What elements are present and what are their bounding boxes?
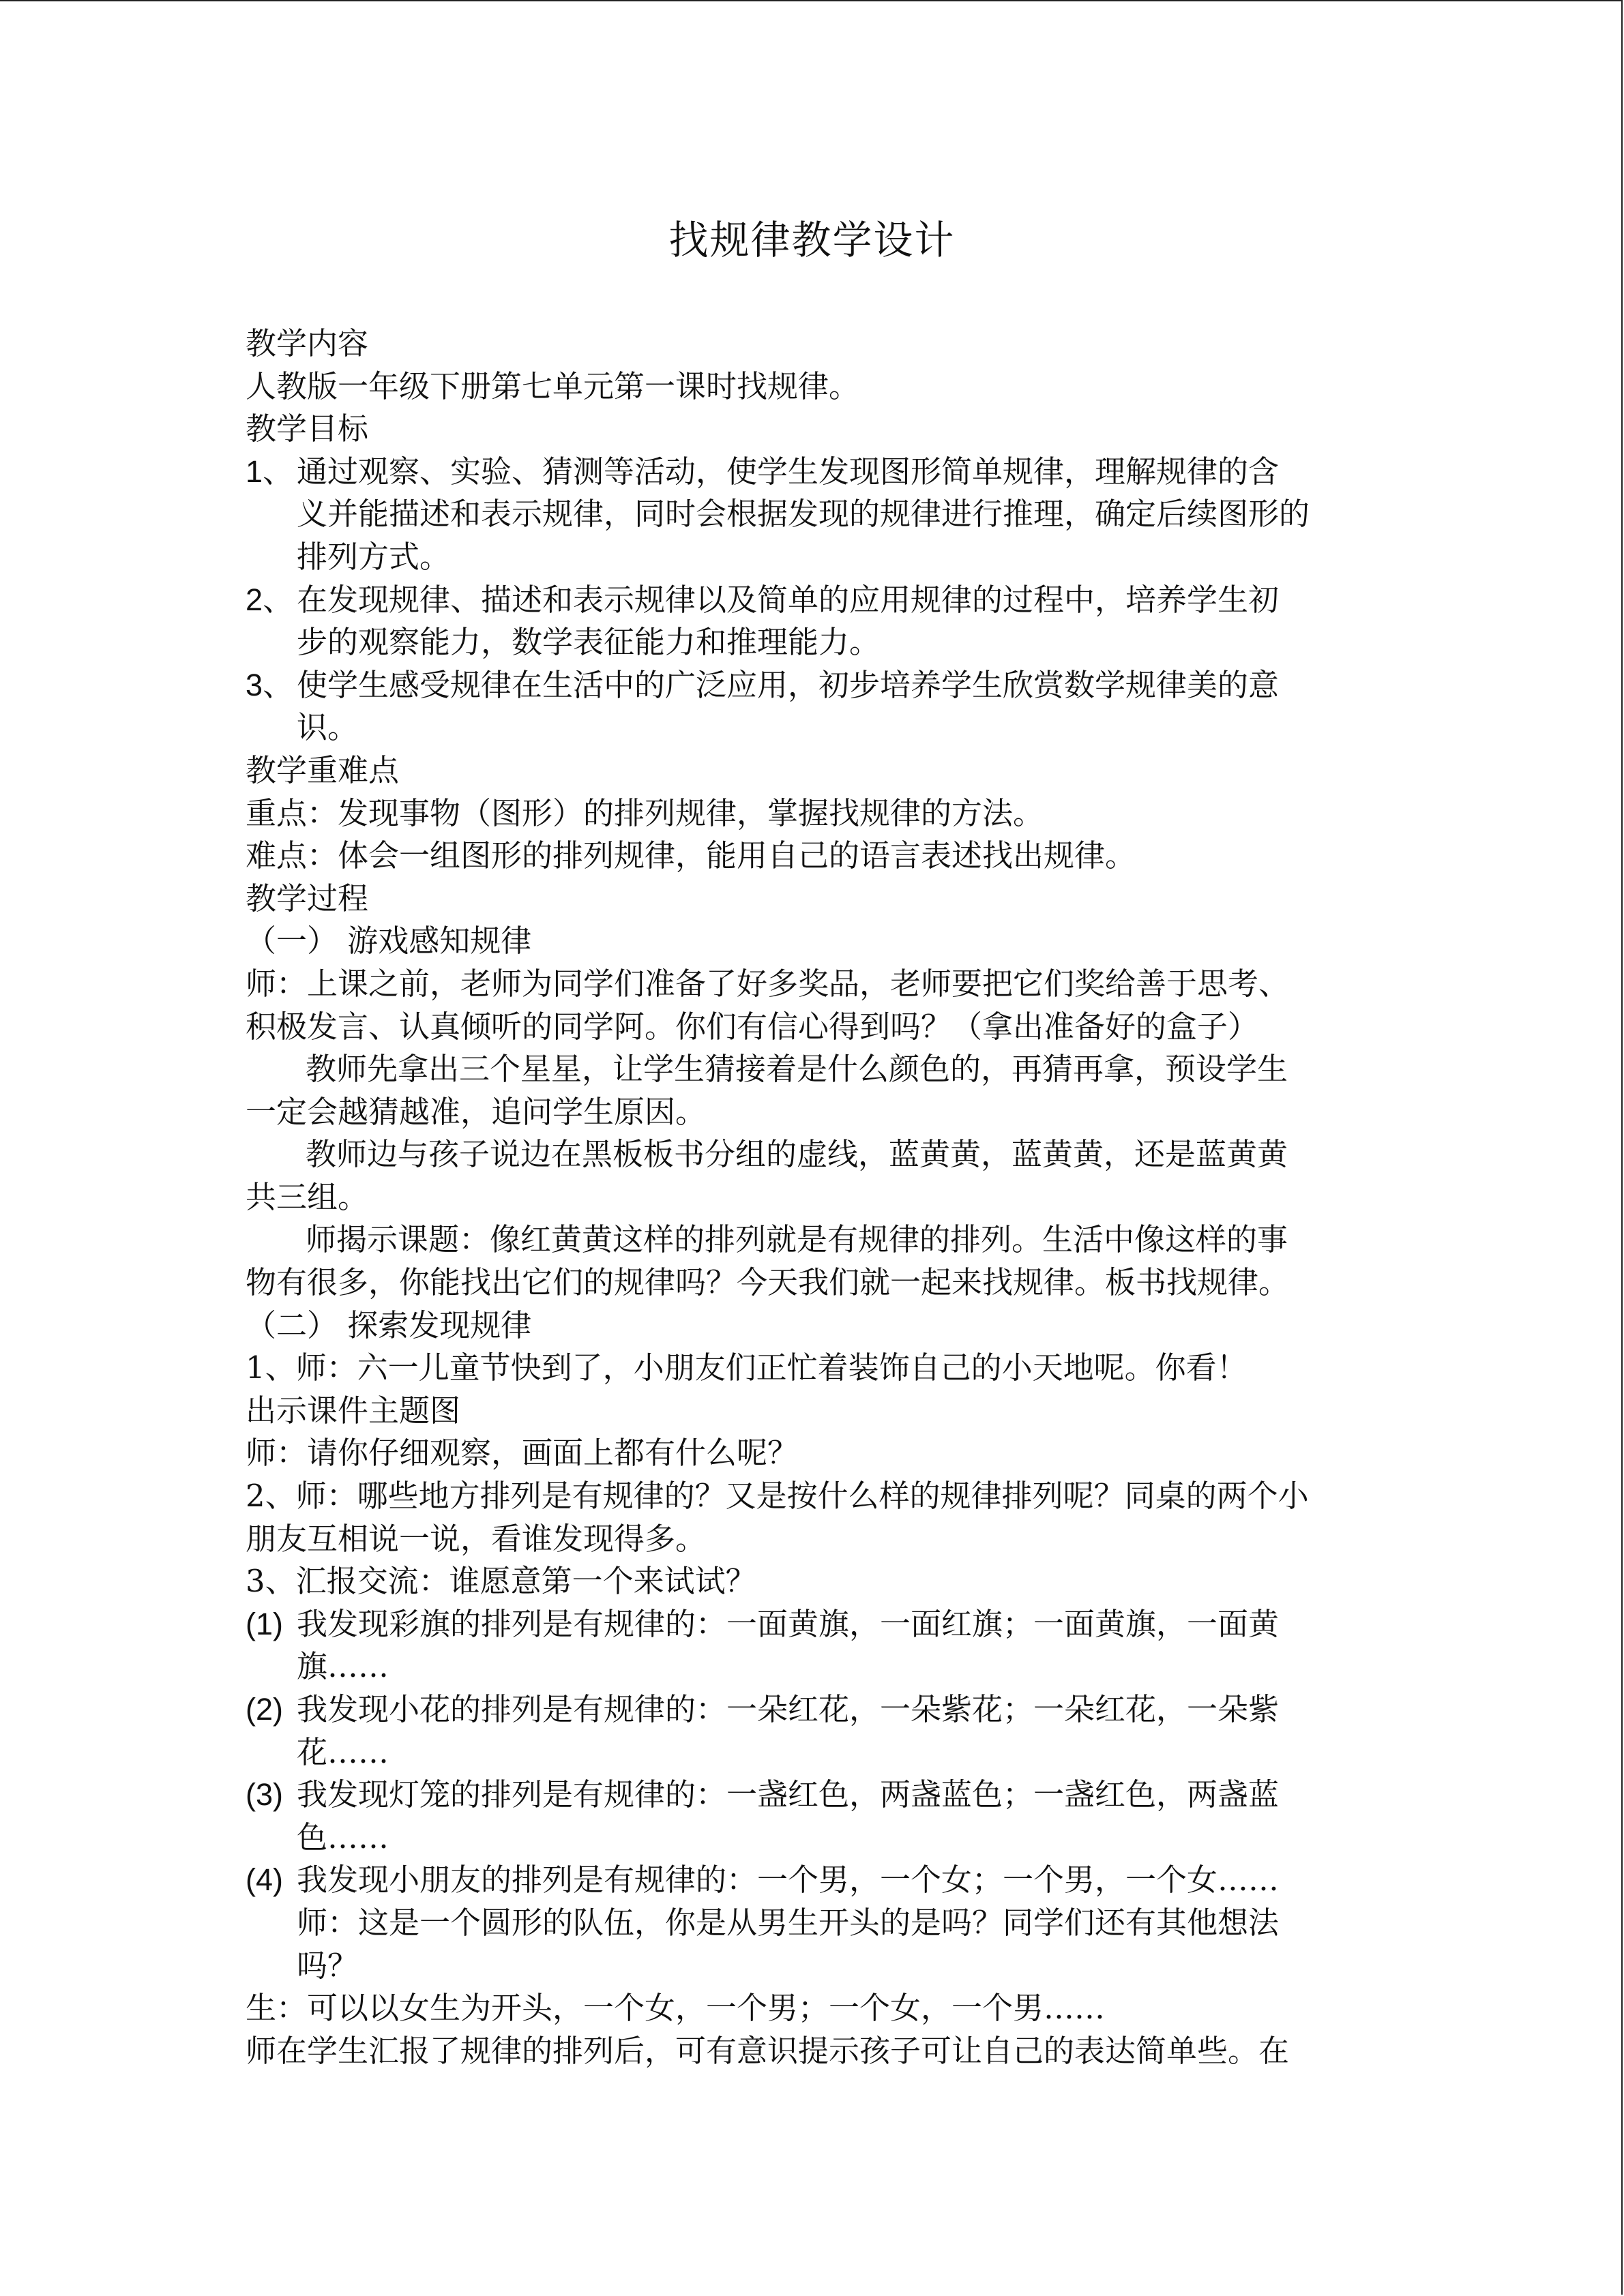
goal-line: 使学生感受规律在生活中的广泛应用，初步培养学生欣赏数学规律美的意	[297, 666, 1280, 703]
report-item-3	[246, 1774, 1378, 1859]
paragraph-line: 师在学生汇报了规律的排列后，可有意识提示孩子可让自己的表达简单些。在	[246, 2032, 1290, 2069]
document-title: 找规律教学设计	[668, 217, 956, 263]
goal-line: 步的观察能力，数学表征能力和推理能力。	[297, 624, 881, 661]
report-line: 色……	[297, 1819, 389, 1855]
goal-item-1	[246, 451, 1378, 579]
goal-number: 2、	[246, 582, 294, 617]
paragraph-line: 教师先拿出三个星星，让学生猜接着是什么颜色的，再猜再拿，预设学生	[306, 1051, 1288, 1088]
paragraph-line: 3、汇报交流：谁愿意第一个来试试？	[246, 1563, 756, 1600]
report-line: 我发现小花的排列是有规律的：一朵红花，一朵紫花；一朵红花，一朵紫	[297, 1691, 1280, 1727]
paragraph-line: 师：请你仔细观察，画面上都有什么呢？	[246, 1435, 799, 1472]
report-item-1	[246, 1603, 1378, 1688]
report-line: 我发现小朋友的排列是有规律的：一个男，一个女；一个男，一个女……	[297, 1862, 1280, 1898]
document-body	[246, 323, 1378, 2072]
paragraph-line: 生：可以以女生为开头，一个女，一个男；一个女，一个男……	[246, 1990, 1106, 2027]
goal-line: 义并能描述和表示规律，同时会根据发现的规律进行推理，确定后续图形的	[297, 496, 1310, 533]
paragraph-line: 物有很多，你能找出它们的规律吗？今天我们就一起来找规律。板书找规律。	[246, 1264, 1290, 1301]
goal-number: 3、	[246, 667, 294, 702]
paragraph-line: 师揭示课题：像红黄黄这样的排列就是有规律的排列。生活中像这样的事	[306, 1221, 1288, 1258]
part2-heading: （二） 探索发现规律	[246, 1307, 532, 1343]
goal-number: 1、	[246, 453, 294, 489]
report-item-2	[246, 1688, 1378, 1774]
paragraph-line: 一定会越猜越准，追问学生原因。	[246, 1093, 707, 1130]
report-number: (3)	[246, 1777, 283, 1813]
goal-line: 排列方式。	[297, 538, 451, 575]
goal-item-3	[246, 664, 1378, 749]
key-point: 重点：发现事物（图形）的排列规律，掌握找规律的方法。	[246, 794, 1044, 831]
report-line: 我发现彩旗的排列是有规律的：一面黄旗，一面红旗；一面黄旗，一面黄	[297, 1605, 1280, 1642]
paragraph-line: 出示课件主题图	[246, 1392, 461, 1429]
paragraph-line: 2、师：哪些地方排列是有规律的？又是按什么样的规律排列呢？同桌的两个小	[246, 1478, 1309, 1515]
key-difficult-heading: 教学重难点	[246, 751, 400, 788]
process-heading: 教学过程	[246, 880, 369, 916]
report-line: 花……	[297, 1733, 389, 1770]
report-number: (4)	[246, 1862, 283, 1898]
report-line: 吗？	[297, 1947, 359, 1984]
goal-item-2	[246, 579, 1378, 664]
report-number: (1)	[246, 1606, 283, 1641]
report-line: 旗……	[297, 1648, 389, 1685]
paragraph-line: 积极发言、认真倾听的同学阿。你们有信心得到吗？（拿出准备好的盒子）	[246, 1008, 1259, 1045]
goal-line: 通过观察、实验、猜测等活动，使学生发现图形简单规律，理解规律的含	[297, 453, 1280, 490]
paragraph-line: 1、师：六一儿童节快到了，小朋友们正忙着装饰自己的小天地呢。你看！	[246, 1350, 1247, 1386]
part1-heading: （一） 游戏感知规律	[246, 923, 532, 959]
difficult-point: 难点：体会一组图形的排列规律，能用自己的语言表述找出规律。	[246, 837, 1136, 874]
report-line: 师：这是一个圆形的队伍，你是从男生开头的是吗？同学们还有其他想法	[297, 1904, 1280, 1941]
goal-line: 识。	[297, 709, 359, 746]
paragraph-line: 教师边与孩子说边在黑板板书分组的虚线，蓝黄黄，蓝黄黄，还是蓝黄黄	[306, 1136, 1288, 1173]
paragraph-line: 朋友互相说一说，看谁发现得多。	[246, 1520, 707, 1557]
goals-heading: 教学目标	[246, 411, 369, 447]
paragraph-line: 共三组。	[246, 1178, 369, 1215]
goal-line: 在发现规律、描述和表示规律以及简单的应用规律的过程中，培养学生初	[297, 581, 1280, 618]
paragraph-line: 师：上课之前，老师为同学们准备了好多奖品，老师要把它们奖给善于思考、	[246, 965, 1290, 1002]
report-item-4	[246, 1859, 1378, 1987]
report-number: (2)	[246, 1692, 283, 1727]
report-line: 我发现灯笼的排列是有规律的：一盏红色，两盏蓝色；一盏红色，两盏蓝	[297, 1776, 1280, 1813]
content-text: 人教版一年级下册第七单元第一课时找规律。	[246, 368, 860, 404]
content-heading: 教学内容	[246, 325, 369, 361]
